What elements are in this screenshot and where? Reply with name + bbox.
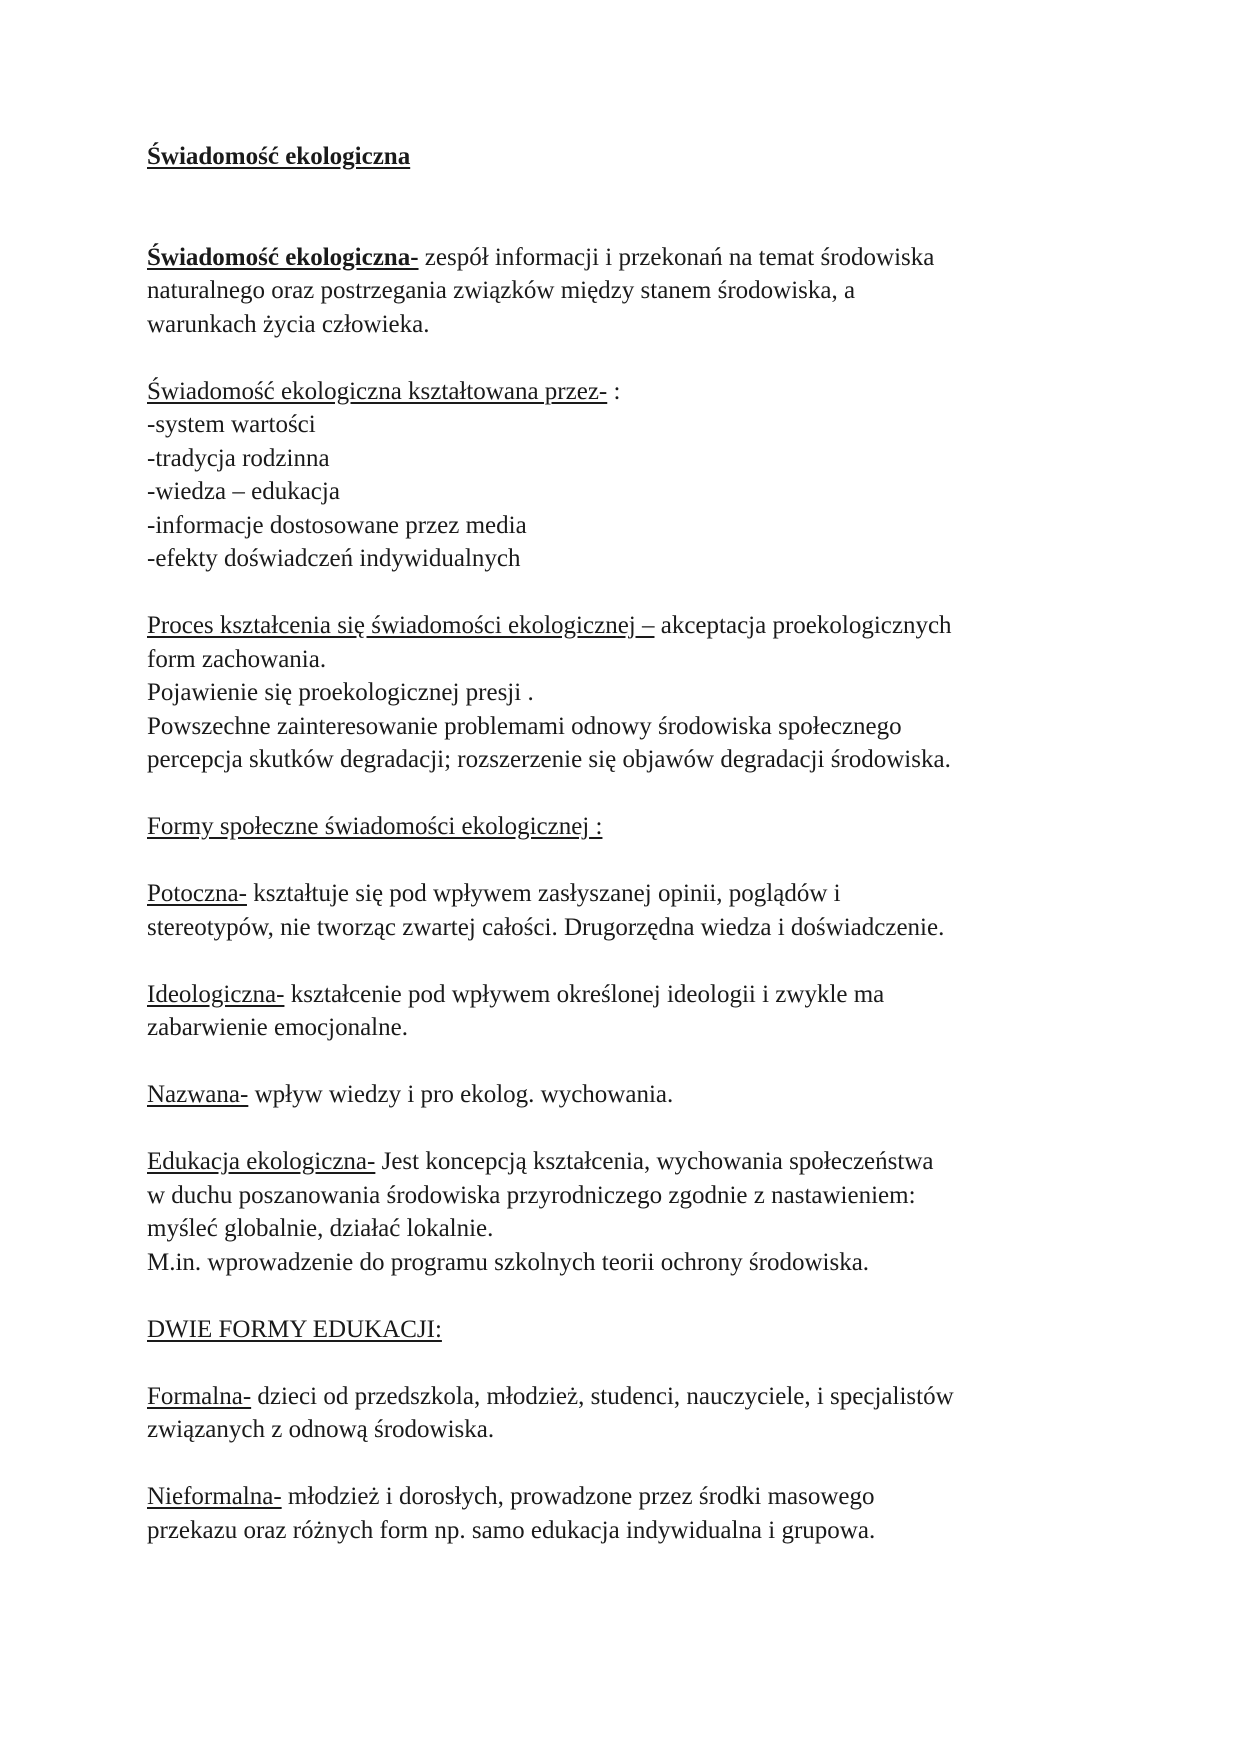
spacer [147, 1112, 1107, 1146]
ideologiczna-term: Ideologiczna- [147, 980, 285, 1008]
shaping-item: -tradycja rodzinna [147, 444, 330, 472]
process-line: Pojawienie się proekologicznej presji . [147, 679, 534, 706]
spacer [147, 844, 1107, 878]
shaping-heading [147, 375, 1107, 409]
spacer [147, 1279, 1107, 1313]
shaping-item: -informacje dostosowane przez media [147, 511, 527, 539]
definition-line-3: warunkach życia człowieka. [147, 310, 430, 338]
potoczna-term: Potoczna- [147, 880, 247, 907]
nieformalna-line-1 [147, 1480, 1107, 1514]
education-bold-phrase: w duchu [147, 1181, 233, 1209]
shaping-item: -efekty doświadczeń indywidualnych [147, 545, 521, 572]
definition-text: zespół informacji i przekonań na temat środowiska [418, 243, 935, 271]
education-text-2: poszanowania środowiska przyrodniczego zgodnie z nastawieniem: [232, 1181, 916, 1209]
spacer [147, 944, 1107, 978]
document-page [147, 140, 1107, 1547]
forms-heading: Formy społeczne świadomości ekologicznej : [147, 813, 603, 840]
process-line: Powszechne zainteresowanie problemami odnowy środowiska społecznego [147, 712, 902, 740]
formalna-line-2: związanych z odnową środowiska. [147, 1416, 495, 1443]
nieformalna-text: młodzież i dorosłych, prowadzone przez środki masowego [281, 1483, 875, 1510]
two-forms-heading: DWIE FORMY EDUKACJI: [147, 1315, 442, 1343]
potoczna-text: kształtuje się pod wpływem zasłyszanej opinii, poglądów i [246, 880, 841, 907]
spacer [147, 1045, 1107, 1079]
education-line-4: M.in. wprowadzenie do programu szkolnych teorii ochrony środowiska. [147, 1248, 870, 1276]
formalna-line-1 [147, 1380, 1107, 1414]
spacer [147, 341, 1107, 375]
definition-line-2: naturalnego oraz postrzegania związków między stanem środowiska, a [147, 277, 856, 304]
formalna-term: Formalna- [147, 1382, 252, 1410]
nazwana-text: wpływ wiedzy i pro ekolog. wychowania. [248, 1081, 674, 1108]
process-heading-text: Proces kształcenia się świadomości ekologicznej – [147, 612, 655, 639]
ideologiczna-line-2: zabarwienie emocjonalne. [147, 1014, 408, 1041]
spacer [147, 1346, 1107, 1380]
spacer [147, 174, 1107, 208]
formalna-text: dzieci od przedszkola, młodzież, studenci, nauczyciele, i specjalistów [251, 1382, 954, 1410]
shaping-heading-text: Świadomość ekologiczna kształtowana przez- [147, 377, 608, 405]
education-line-2 [147, 1179, 1107, 1213]
spacer [147, 207, 1107, 241]
shaping-item: -wiedza – edukacja [147, 478, 340, 505]
ideologiczna-text: kształcenie pod wpływem określonej ideologii i zwykle ma [284, 980, 885, 1008]
definition-term: Świadomość ekologiczna- [147, 243, 419, 271]
ideologiczna-line-1 [147, 978, 1107, 1012]
process-heading [147, 609, 1107, 643]
potoczna-line-1 [147, 877, 1107, 911]
spacer [147, 777, 1107, 811]
shaping-heading-suffix: : [607, 377, 621, 405]
nieformalna-line-2: przekazu oraz różnych form np. samo edukacja indywidualna i grupowa. [147, 1516, 876, 1544]
process-line: percepcja skutków degradacji; rozszerzenie się objawów degradacji środowiska. [147, 746, 951, 773]
page-title: Świadomość ekologiczna [147, 143, 411, 170]
potoczna-line-2: stereotypów, nie tworząc zwartej całości. Drugorzędna wiedza i doświadczenie. [147, 913, 945, 941]
education-term: Edukacja ekologiczna- [147, 1148, 376, 1175]
education-line-3: myśleć globalnie, działać lokalnie. [147, 1215, 494, 1242]
shaping-item: -system wartości [147, 411, 316, 438]
nieformalna-term: Nieformalna- [147, 1483, 282, 1510]
process-heading-line-2: form zachowania. [147, 645, 327, 673]
nazwana-line-1 [147, 1078, 1107, 1112]
definition-line-1 [147, 241, 1107, 275]
nazwana-term: Nazwana- [147, 1081, 249, 1108]
spacer [147, 576, 1107, 610]
process-heading-rest: akceptacja proekologicznych [654, 612, 952, 639]
education-text: Jest koncepcją kształcenia, wychowania społeczeństwa [375, 1148, 934, 1175]
education-line-1 [147, 1145, 1107, 1179]
spacer [147, 1447, 1107, 1481]
